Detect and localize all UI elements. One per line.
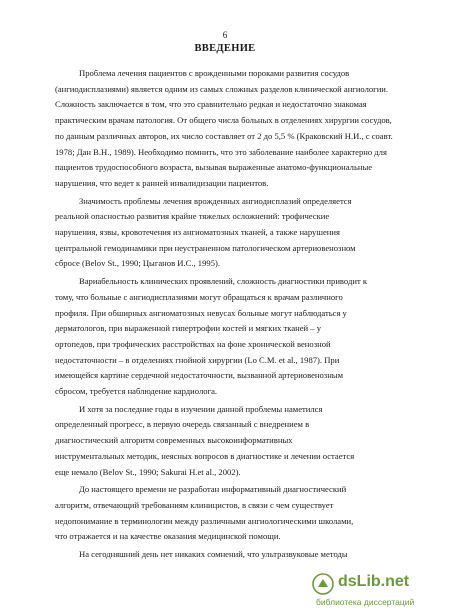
text-line: центральной гемодинамики при неустраненном патологическом артериовенозном [55, 242, 356, 253]
text-line: недопонимание в терминологии между различными ангиологическими школами, [55, 515, 354, 526]
page-title: ВВЕДЕНИЕ [194, 43, 256, 54]
text-line: реальной опасностью развития крайне тяжелых осложнений: трофические [55, 211, 330, 222]
text-line: инструментальных методик, неясных вопросов в диагностике и лечении остается [55, 450, 355, 461]
text-line: алгоритм, отвечающий требованиям клиницистов, в связи с чем существует [55, 499, 334, 510]
watermark [312, 571, 442, 611]
page-number: 6 [222, 30, 228, 40]
text-line: определенный прогресс, в первую очередь связанный с внедрением в [55, 419, 310, 430]
text-line: (ангиодисплазиями) является одним из самых сложных разделов клинической ангиологии. [55, 83, 389, 94]
text-line: И хотя за последние годы в изучении данной проблемы наметился [79, 403, 323, 414]
text-line: 1978; Дан В.Н., 1989). Необходимо помнить, что это заболевание наиболее характерно для [55, 146, 387, 157]
text-line: по данным различных авторов, их число составляет от 2 до 5,5 % (Краковский Н.И., с соавт. [55, 130, 393, 141]
watermark-logo-icon [312, 573, 334, 595]
text-line: Значимость проблемы лечения врожденных ангиодисплазий определяется [79, 195, 352, 206]
text-line: практическим врачам патология. От общего числа больных в отделениях хирургии сосудов, [55, 115, 392, 126]
paragraph [55, 482, 400, 545]
text-line: До настоящего времени не разработан информативный диагностический [79, 484, 347, 495]
text-line: диагностический алгоритм современных высокоинформативных [55, 435, 293, 446]
paragraph [55, 402, 400, 481]
text-line: ортопедов, при трофических расстройствах на фоне хронической венозной [55, 338, 331, 349]
text-line: нарушения, что ведет к ранней инвалидизации пациентов. [55, 177, 269, 188]
text-line: Сложность заключается в том, что это сравнительно редкая и недостаточно знакомая [55, 99, 367, 110]
text-line: дерматологов, при выраженной гипертрофии костей и мягких тканей – у [55, 323, 322, 334]
body-text [55, 66, 400, 565]
text-line: пациентов трудоспособного возраста, вызывая выраженные анатомо-функциональные [55, 162, 373, 173]
text-line: сбросом, требуется наблюдение кардиолога. [55, 386, 218, 397]
watermark-title: dsLib.net [338, 573, 410, 590]
text-line: На сегодняшний день нет никаких сомнений, что ультразвуковые методы [79, 549, 348, 560]
paragraph [55, 66, 400, 192]
text-line: Вариабельность клинических проявлений, сложность диагностики приводит к [79, 276, 368, 287]
text-line: тому, что больные с ангиодисплазиями могут обращаться к врачам различного [55, 291, 343, 302]
text-line: еще немало (Belov St., 1990; Sakurai H.et al., 2002). [55, 466, 241, 477]
text-line: профиля. При обширных ангиоматозных невусах больные могут наблюдаться у [55, 307, 347, 318]
paragraph [55, 194, 400, 273]
text-line: что отражается и на качестве оказания медицинской помощи. [55, 531, 281, 542]
paragraph [55, 274, 400, 400]
text-line: Проблема лечения пациентов с врожденными пороками развития сосудов [79, 68, 350, 78]
paragraph [55, 547, 400, 563]
text-line: нарушения, язвы, кровотечения из ангиоматозных тканей, а также нарушения [55, 227, 340, 238]
text-line: имеющейся картине сердечной недостаточности, вызванной артериовенозным [55, 370, 344, 381]
watermark-subtitle: библиотека диссертаций [316, 597, 415, 607]
text-line: недостаточности – в отделениях гнойной хирургии (Lo C.M. et al., 1987). При [55, 354, 340, 365]
text-line: сбросе (Belov St., 1990; Цыганов И.С., 1995). [55, 258, 221, 269]
